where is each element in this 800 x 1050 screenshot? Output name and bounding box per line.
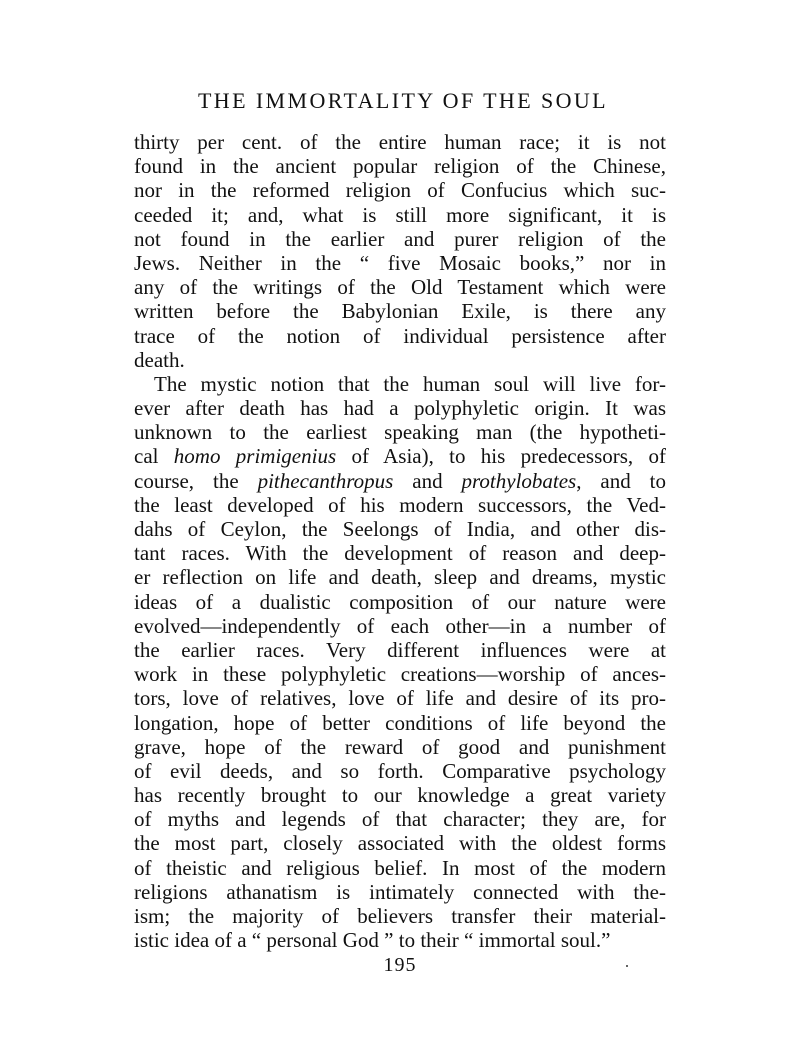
- paragraph-2: [134, 372, 666, 953]
- text-line: not found in the earlier and purer religion of the: [134, 226, 666, 251]
- italic-term: prothylobates: [461, 468, 577, 493]
- text-line: nor in the reformed religion of Confucius which suc-: [134, 178, 666, 203]
- text-line: ideas of a dualistic composition of our nature were: [134, 589, 666, 614]
- text-line: course, the pithecanthropus and prothylobates, and to: [134, 468, 667, 493]
- text-line: work in these polyphyletic creations—worship of ances-: [134, 662, 666, 687]
- paragraph-1: [134, 130, 666, 372]
- text-line: trace of the notion of individual persistence after: [134, 323, 666, 348]
- text-line: unknown to the earliest speaking man (the hypotheti-: [134, 420, 666, 445]
- text-line: the most part, closely associated with the oldest forms: [134, 831, 666, 856]
- text-line: tors, love of relatives, love of life and desire of its pro-: [134, 686, 666, 711]
- text-line: longation, hope of better conditions of life beyond the: [134, 710, 666, 735]
- running-head: THE IMMORTALITY OF THE SOUL: [197, 88, 609, 113]
- text-line: thirty per cent. of the entire human race; it is not: [134, 130, 666, 154]
- body-text: [134, 130, 666, 952]
- text-line: er reflection on life and death, sleep and dreams, mystic: [134, 565, 666, 590]
- text-line: of evil deeds, and so forth. Comparative psychology: [134, 758, 666, 783]
- text-line: dahs of Ceylon, the Seelongs of India, and other dis-: [134, 517, 666, 541]
- italic-term: homo primigenius: [173, 444, 337, 469]
- text-line: the least developed of his modern successors, the Ved-: [134, 492, 666, 517]
- text-line: any of the writings of the Old Testament which were: [134, 275, 666, 300]
- italic-term: pithecanthropus: [257, 468, 394, 493]
- text-line: religions athanatism is intimately connected with the-: [134, 879, 666, 904]
- text-line: cal homo primigenius of Asia), to his predecessors, of: [134, 444, 666, 469]
- text-line: tant races. With the development of reason and deep-: [134, 541, 666, 566]
- text-line: The mystic notion that the human soul will live for-: [154, 371, 666, 396]
- print-speck: [626, 965, 628, 967]
- text-line: of myths and legends of that character; they are, for: [134, 807, 666, 832]
- text-line: written before the Babylonian Exile, is there any: [134, 299, 666, 324]
- text-line: of theistic and religious belief. In most of the modern: [134, 855, 666, 880]
- text-line: Jews. Neither in the “ five Mosaic books,” nor in: [134, 250, 666, 275]
- text-line: the earlier races. Very different influences were at: [134, 637, 666, 662]
- text-line: ceeded it; and, what is still more significant, it is: [134, 202, 666, 227]
- text-line: istic idea of a “ personal God ” to their “ immortal soul.”: [134, 928, 611, 953]
- text-line: ever after death has had a polyphyletic origin. It was: [134, 396, 666, 421]
- page-number: 195: [383, 954, 417, 976]
- text-line: has recently brought to our knowledge a great variety: [134, 783, 666, 808]
- text-line: death.: [134, 347, 185, 372]
- text-line: ism; the majority of believers transfer their material-: [134, 904, 666, 928]
- text-line: found in the ancient popular religion of the Chinese,: [134, 154, 666, 179]
- text-line: evolved—independently of each other—in a number of: [134, 613, 666, 638]
- text-line: grave, hope of the reward of good and punishment: [134, 734, 666, 759]
